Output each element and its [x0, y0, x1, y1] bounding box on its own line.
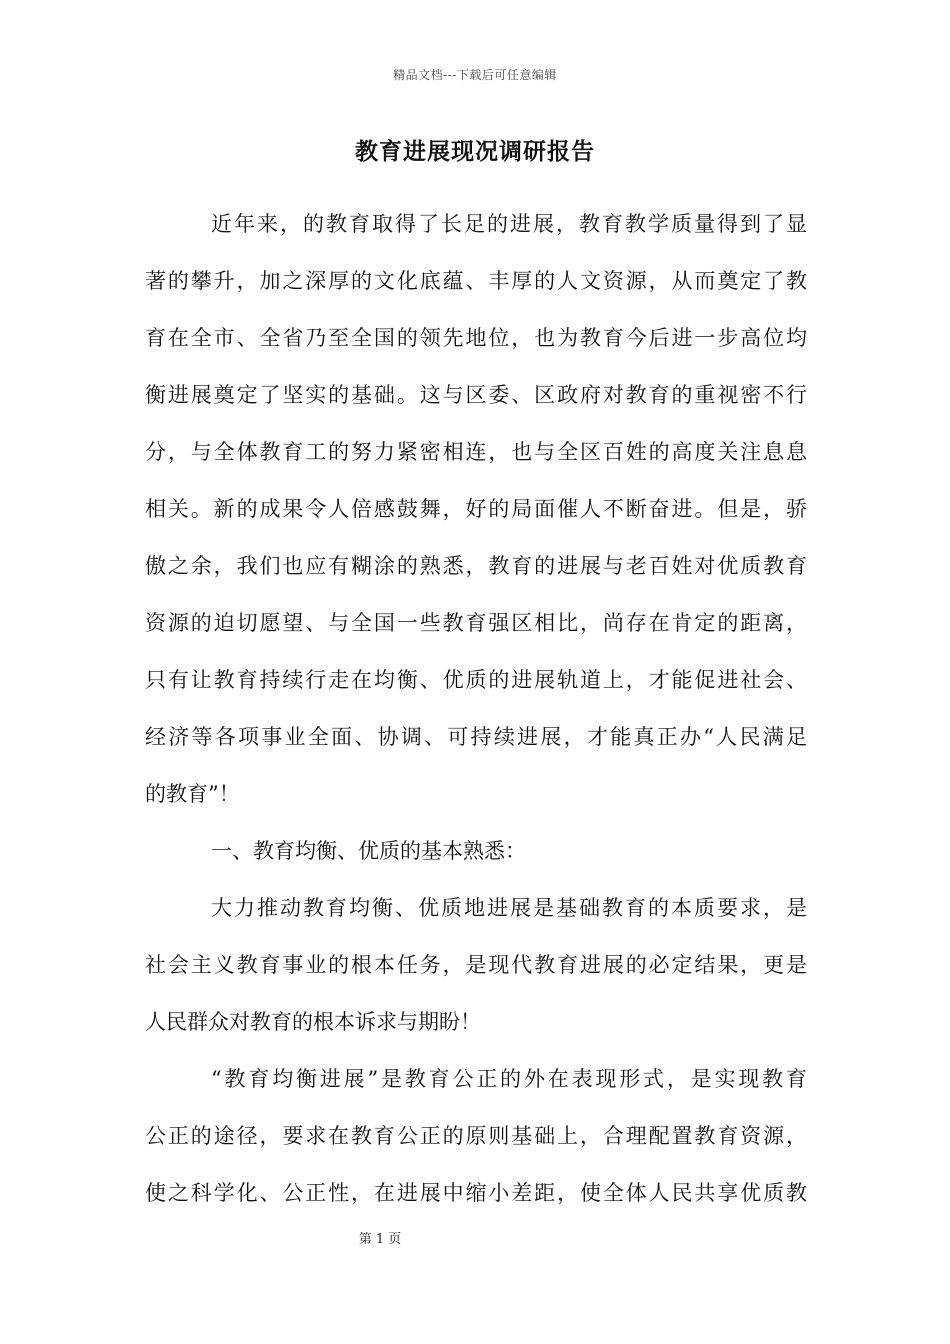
text-line: 只有让教育持续行走在均衡、优质的进展轨道上，才能促进社会、: [145, 668, 807, 692]
text-line: 近年来，的教育取得了长足的进展，教育教学质量得到了显: [211, 212, 807, 236]
paragraph-intro: [145, 196, 807, 823]
text-line: 人民群众对教育的根本诉求与期盼！: [145, 1010, 481, 1034]
text-line: “教育均衡进展”是教育公正的外在表现形式，是实现教育: [211, 1067, 807, 1091]
text-line: 衡进展奠定了坚实的基础。这与区委、区政府对教育的重视密不行: [145, 383, 807, 407]
text-line: 分，与全体教育工的努力紧密相连，也与全区百姓的高度关注息息: [145, 440, 807, 464]
paragraph-definition: [145, 1051, 807, 1222]
text-line: 著的攀升，加之深厚的文化底蕴、丰厚的人文资源，从而奠定了教: [145, 269, 807, 293]
text-line: 大力推动教育均衡、优质地进展是基础教育的本质要求，是: [211, 896, 807, 920]
page-header: 精品文档---下载后可任意编辑: [393, 68, 557, 82]
document-body: [145, 196, 807, 1222]
page-number: 第 1 页: [358, 1232, 402, 1247]
text-line: 一、教育均衡、优质的基本熟悉：: [211, 839, 526, 863]
text-line: 傲之余，我们也应有糊涂的熟悉，教育的进展与老百姓对优质教育: [145, 554, 807, 578]
text-line: 使之科学化、公正性，在进展中缩小差距，使全体人民共享优质教: [145, 1181, 807, 1205]
text-line: 社会主义教育事业的根本任务，是现代教育进展的必定结果，更是: [145, 953, 807, 977]
document-title: 教育进展现况调研报告: [355, 138, 595, 165]
text-line: 资源的迫切愿望、与全国一些教育强区相比，尚存在肯定的距离，: [145, 611, 807, 635]
text-line: 公正的途径，要求在教育公正的原则基础上，合理配置教育资源，: [145, 1124, 807, 1148]
text-line: 的教育”！: [145, 782, 240, 806]
text-line: 育在全市、全省乃至全国的领先地位，也为教育今后进一步高位均: [145, 326, 807, 350]
text-line: 相关。新的成果令人倍感鼓舞，好的局面催人不断奋进。但是，骄: [145, 497, 807, 521]
text-line: 经济等各项事业全面、协调、可持续进展，才能真正办“人民满足: [145, 725, 807, 749]
paragraph-requirement: [145, 880, 807, 1051]
section-heading: [145, 823, 807, 880]
